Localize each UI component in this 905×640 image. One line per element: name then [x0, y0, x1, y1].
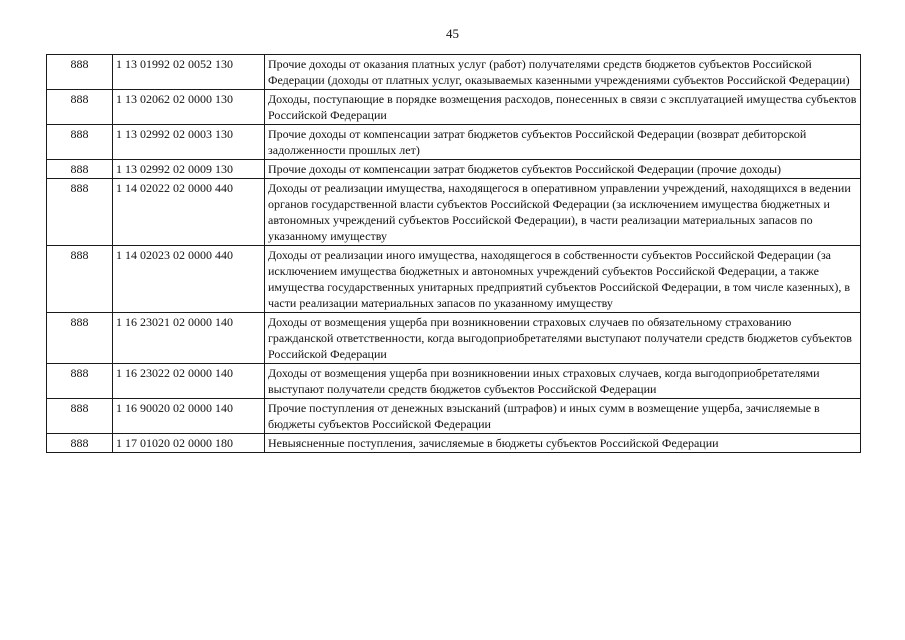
budget-code-cell: 1 17 01020 02 0000 180 [113, 434, 265, 453]
admin-code-cell: 888 [47, 364, 113, 399]
description-cell: Доходы от реализации имущества, находящегося в оперативном управлении учреждений, находящихся в ведении органов государственной власти субъектов Российской Федерации (за исключением имущества бюджетных и автономных учреждений субъектов Российской Федерации), в части реализации материальных запасов по указанному имуществу [265, 179, 861, 246]
admin-code-cell: 888 [47, 125, 113, 160]
description-cell: Прочие доходы от компенсации затрат бюджетов субъектов Российской Федерации (возврат дебиторской задолженности прошлых лет) [265, 125, 861, 160]
admin-code-cell: 888 [47, 246, 113, 313]
description-cell: Доходы от реализации иного имущества, находящегося в собственности субъектов Российской Федерации (за исключением имущества бюджетных и автономных учреждений субъектов Российской Федерации, а также имущества государственных унитарных предприятий субъектов Российской Федерации, в том числе казенных), в части реализации материальных запасов по указанному имуществу [265, 246, 861, 313]
table-row [47, 179, 861, 246]
description-cell: Доходы, поступающие в порядке возмещения расходов, понесенных в связи с эксплуатацией имущества субъектов Российской Федерации [265, 90, 861, 125]
budget-code-cell: 1 13 01992 02 0052 130 [113, 55, 265, 90]
admin-code-cell: 888 [47, 160, 113, 179]
table-row [47, 246, 861, 313]
budget-code-cell: 1 16 23021 02 0000 140 [113, 313, 265, 364]
description-cell: Невыясненные поступления, зачисляемые в бюджеты субъектов Российской Федерации [265, 434, 861, 453]
budget-code-cell: 1 16 90020 02 0000 140 [113, 399, 265, 434]
description-cell: Прочие доходы от компенсации затрат бюджетов субъектов Российской Федерации (прочие доходы) [265, 160, 861, 179]
table-row [47, 55, 861, 90]
admin-code-cell: 888 [47, 434, 113, 453]
budget-code-cell: 1 14 02022 02 0000 440 [113, 179, 265, 246]
budget-code-cell: 1 16 23022 02 0000 140 [113, 364, 265, 399]
budget-codes-table [46, 54, 861, 453]
admin-code-cell: 888 [47, 179, 113, 246]
table-row [47, 399, 861, 434]
table-row [47, 125, 861, 160]
admin-code-cell: 888 [47, 399, 113, 434]
description-cell: Прочие поступления от денежных взысканий (штрафов) и иных сумм в возмещение ущерба, зачисляемые в бюджеты субъектов Российской Федерации [265, 399, 861, 434]
page-number: 45 [446, 26, 459, 41]
table-row [47, 313, 861, 364]
budget-code-cell: 1 13 02992 02 0003 130 [113, 125, 265, 160]
table-row [47, 160, 861, 179]
description-cell: Доходы от возмещения ущерба при возникновении страховых случаев по обязательному страхованию гражданской ответственности, когда выгодоприобретателями выступают получатели средств бюджетов субъектов Российской Федерации [265, 313, 861, 364]
budget-code-cell: 1 13 02992 02 0009 130 [113, 160, 265, 179]
table-row [47, 364, 861, 399]
table-row [47, 434, 861, 453]
description-cell: Прочие доходы от оказания платных услуг (работ) получателями средств бюджетов субъектов Российской Федерации (доходы от платных услуг, оказываемых казенными учреждениями субъектов Российской Федерации) [265, 55, 861, 90]
budget-code-cell: 1 13 02062 02 0000 130 [113, 90, 265, 125]
admin-code-cell: 888 [47, 313, 113, 364]
admin-code-cell: 888 [47, 55, 113, 90]
admin-code-cell: 888 [47, 90, 113, 125]
description-cell: Доходы от возмещения ущерба при возникновении иных страховых случаев, когда выгодоприобретателями выступают получатели средств бюджетов субъектов Российской Федерации [265, 364, 861, 399]
table-row [47, 90, 861, 125]
budget-code-cell: 1 14 02023 02 0000 440 [113, 246, 265, 313]
